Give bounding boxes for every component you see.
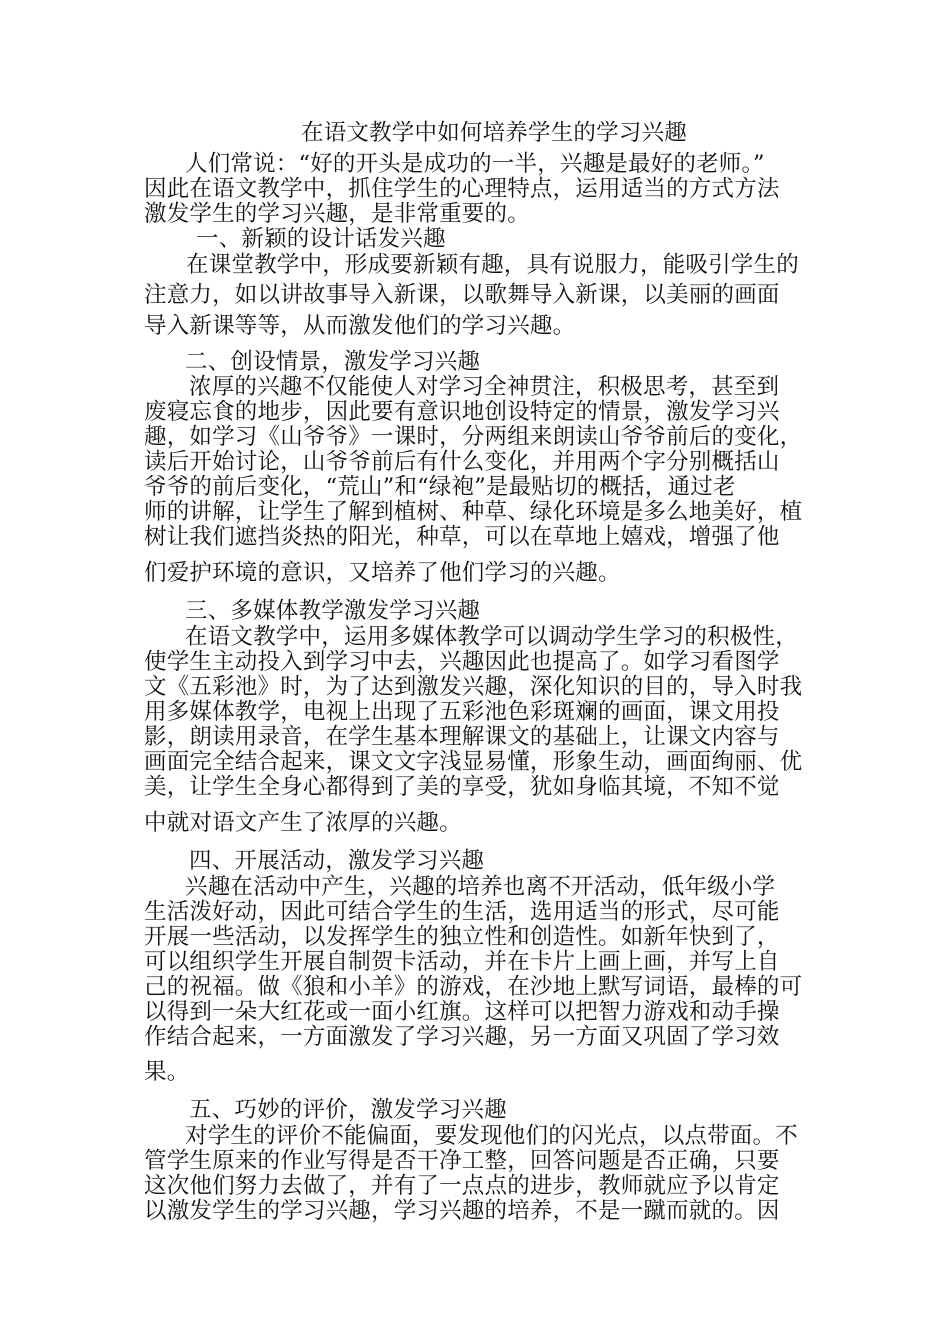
- paragraph-line: 使学生主动投入到学习中去，兴趣因此也提高了。如学习看图学: [144, 649, 780, 675]
- section-heading-2: 二、创设情景，激发学习兴趣: [185, 349, 481, 375]
- paragraph-line: 废寝忘食的地步，因此要有意识地创设特定的情景，激发学习兴: [144, 399, 780, 425]
- paragraph-line: 画面完全结合起来，课文文字浅显易懂，形象生动，画面绚丽、优: [144, 749, 803, 775]
- paragraph-line: 这次他们努力去做了，并有了一点点的进步，教师就应予以肯定: [144, 1173, 780, 1199]
- document-title: 在语文教学中如何培养学生的学习兴趣: [301, 120, 687, 146]
- paragraph-line: 在语文教学中，运用多媒体教学可以调动学生学习的积极性，: [185, 624, 798, 650]
- paragraph-line: 注意力，如以讲故事导入新课，以歌舞导入新课，以美丽的画面: [144, 282, 780, 308]
- paragraph-line: 以得到一朵大红花或一面小红旗。这样可以把智力游戏和动手操: [144, 999, 780, 1025]
- section-heading-4: 四、开展活动，激发学习兴趣: [189, 848, 485, 874]
- paragraph-line: 激发学生的学习兴趣，是非常重要的。: [144, 201, 530, 227]
- section-heading-1: 一、新颖的设计话发兴趣: [196, 226, 446, 252]
- paragraph-line: 以激发学生的学习兴趣，学习兴趣的培养，不是一蹴而就的。因: [144, 1198, 780, 1224]
- paragraph-line: 浓厚的兴趣不仅能使人对学习全神贯注，积极思考，甚至到: [189, 374, 780, 400]
- paragraph-line: 在课堂教学中，形成要新颖有趣，具有说服力，能吸引学生的: [186, 252, 799, 278]
- paragraph-line: 果。: [144, 1059, 190, 1085]
- paragraph-line: 可以组织学生开展自制贺卡活动，并在卡片上画上画，并写上自: [144, 949, 780, 975]
- paragraph-line: 师的讲解，让学生了解到植树、种草、绿化环境是多么地美好，植: [144, 499, 803, 525]
- paragraph-line: 影，朗读用录音，在学生基本理解课文的基础上，让课文内容与: [144, 724, 780, 750]
- paragraph-line: 中就对语文产生了浓厚的兴趣。: [144, 810, 462, 836]
- paragraph-line: 美，让学生全身心都得到了美的享受，犹如身临其境，不知不觉: [144, 774, 780, 800]
- paragraph-line: 人们常说：“好的开头是成功的一半，兴趣是最好的老师。”: [185, 151, 765, 177]
- paragraph-line: 用多媒体教学，电视上出现了五彩池色彩斑斓的画面，课文用投: [144, 699, 780, 725]
- paragraph-line: 作结合起来，一方面激发了学习兴趣，另一方面又巩固了学习效: [144, 1024, 780, 1050]
- paragraph-line: 己的祝福。做《狼和小羊》的游戏，在沙地上默写词语，最棒的可: [144, 974, 803, 1000]
- paragraph-line: 导入新课等等，从而激发他们的学习兴趣。: [144, 313, 576, 339]
- paragraph-line: 树让我们遮挡炎热的阳光，种草，可以在草地上嬉戏，增强了他: [144, 524, 780, 550]
- paragraph-line: 生活泼好动，因此可结合学生的生活，选用适当的形式，尽可能: [144, 899, 780, 925]
- paragraph-line: 读后开始讨论，山爷爷前后有什么变化，并用两个字分别概括山: [144, 449, 780, 475]
- paragraph-line: 因此在语文教学中，抓住学生的心理特点，运用适当的方式方法: [144, 176, 780, 202]
- paragraph-line: 兴趣在活动中产生，兴趣的培养也离不开活动，低年级小学: [185, 874, 776, 900]
- paragraph-line: 文《五彩池》时，为了达到激发兴趣，深化知识的目的，导入时我: [144, 674, 803, 700]
- paragraph-line: 开展一些活动，以发挥学生的独立性和创造性。如新年快到了，: [144, 924, 780, 950]
- paragraph-line: 们爱护环境的意识，又培养了他们学习的兴趣。: [144, 560, 621, 586]
- paragraph-line: 趣，如学习《山爷爷》一课时，分两组来朗读山爷爷前后的变化，: [144, 424, 803, 450]
- paragraph-line: 对学生的评价不能偏面，要发现他们的闪光点，以点带面。不: [185, 1123, 798, 1149]
- section-heading-3: 三、多媒体教学激发学习兴趣: [185, 598, 481, 624]
- section-heading-5: 五、巧妙的评价，激发学习兴趣: [189, 1097, 507, 1123]
- paragraph-line: 管学生原来的作业写得是否干净工整，回答问题是否正确，只要: [144, 1148, 780, 1174]
- paragraph-line: 爷爷的前后变化，“荒山”和“绿袍”是最贴切的概括，通过老: [144, 474, 736, 500]
